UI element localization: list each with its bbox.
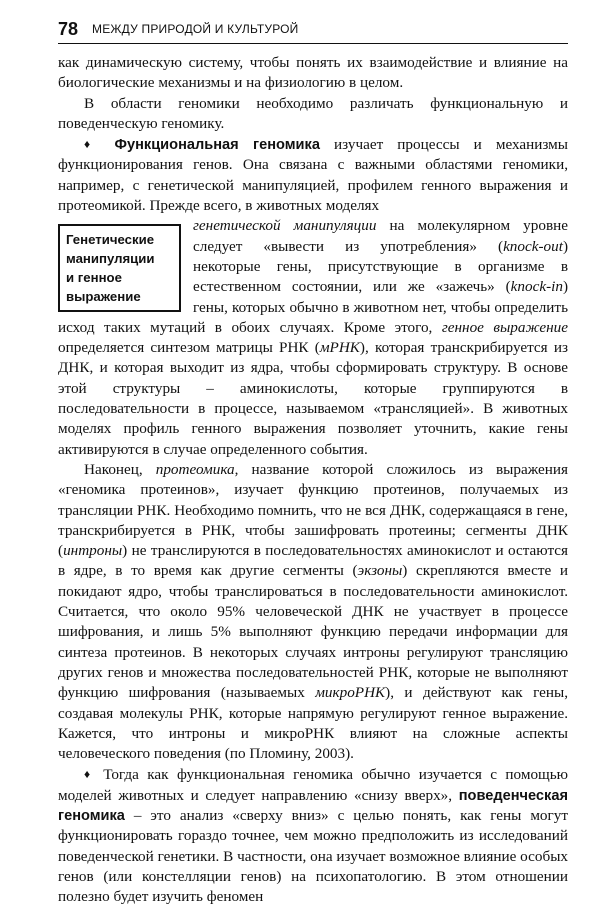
emphasis-microrna: микроРНК (315, 684, 386, 702)
margin-note-line: Генетические (66, 232, 155, 248)
diamond-bullet-icon: ♦ (84, 137, 101, 152)
emphasis-knock-out: knock-out (503, 237, 563, 255)
page-header (58, 18, 568, 48)
running-title: МЕЖДУ ПРИРОДОЙ И КУЛЬТУРОЙ (92, 22, 299, 36)
emphasis-genetic-manipulation: генетической манипуляции (193, 217, 377, 235)
paragraph-continuation: как динамическую систему, чтобы понять их взаимодействие и влияние на биологические механизмы и на физиологию в целом. (58, 54, 568, 92)
emphasis-knock-in: knock-in (510, 278, 563, 296)
diamond-bullet-icon: ♦ (84, 767, 95, 782)
header-rule (58, 43, 568, 44)
emphasis-exons: экзоны (357, 562, 403, 580)
paragraph-proteomics: Наконец, протеомика, название которой сложилось из выражения «геномика протеинов», изучает функцию протеинов, получаемых из трансляции РНК. Необходимо помнить, что не вся ДНК, содержащаяся в гене, транскрибируется в РНК, чтобы зашифровать протеины; сегменты ДНК (интроны) не транслируются в последовательностях аминокислот и остаются в ядре, в то время как другие сегменты (экзоны) скрепляются вместе и покидают ядро, чтобы транслироваться в последовательности аминокислот. Считается, что около 95% человеческой ДНК не участвует в процессе шифрования, и лишь 5% выполняют функцию передачи информации для синтеза протеинов. В некоторых случаях интроны регулируют трансляцию других генов и множества последовательностей РНК, которые не выполняют функцию шифрования (называемых микроРНК), и действуют как гены, создавая молекулы РНК, которые напрямую регулируют генное выражение. Кажется, что интроны и микроРНК влияют на сложные аспекты человеческого поведения (по Пломину, 2003). (58, 460, 568, 763)
emphasis-gene-expression: генное выражение (441, 318, 568, 336)
margin-note-line: и генное (66, 270, 122, 286)
paragraph-behavioral-genomics: ♦ Тогда как функциональная геномика обычно изучается с помощью моделей животных и следует направлению «снизу вверх», поведенческая геномика – это анализ «сверху вниз» с целью понять, как гены могут функционировать гораздо точнее, чем можно предположить из исследований поведенческой генетики. В частности, она изучает возможное влияние особых генов (или констелляции генов) на психопатологию. В этом отношении полезно будет изучить феномен (58, 766, 569, 906)
margin-note-box (58, 224, 181, 312)
paragraph-functional-genomics: ♦ Функциональная геномика изучает процессы и механизмы функционирования генов. Она связана с важными областями геномики, например, с генетической манипуляцией, профилем генного выражения и протеомикой. Прежде всего, в животных моделях (58, 136, 568, 215)
paragraph-genomics-intro: В области геномики необходимо различать функциональную и поведенческую геномику. (58, 94, 568, 132)
margin-note-line: манипуляции (66, 251, 155, 267)
term-behavioral-genomics: поведенческая геномика (58, 787, 568, 824)
page-number: 78 (58, 19, 79, 39)
emphasis-mrna: мРНК (319, 339, 360, 357)
margin-note-line: выражение (66, 289, 141, 305)
emphasis-introns: интроны (63, 542, 123, 560)
emphasis-proteomics: протеомика (155, 460, 235, 478)
body-text: как динамическую систему, чтобы понять их взаимодействие и влияние на биологические механизмы и на физиологию в целом. В области геномики необходимо различать функциональную и поведенческую геномику. ♦ Функциональная геномика изучает процессы и механизмы функционирования генов. Она связана с важными областями геномики, например, с генетической манипуляцией, профилем генного выражения и протеомикой. Прежде всего, в животных моделях Генетические манипуляции и генное выражение генетической манипуляции на молекулярном уровне следует «вывести из употребления» (knock-out) некоторые гены, присутствующие в организме в естественном состоянии, или же «зажечь» (knock-in) гены, которых обычно в животном нет, чтобы определить исход таких мутаций в обоих случаях. Кроме этого, генное выражение определяется синтезом матрицы РНК (мРНК), которая транскрибируется из ДНК, и которая выходит из ядра, чтобы сформировать структуру. В основе этой структуры – аминокислоты, которые группируются в последовательности в процессе, называемом «трансляцией». В животных моделях профиль генного выражения позволяет уточнить, какие гены активируются в случае определенного события. Наконец, протеомика, название которой сложилось из выражения «геномика протеинов», изучает функцию протеинов, получаемых из трансляции РНК. Необходимо помнить, что не вся ДНК, содержащаяся в гене, транскрибируется в РНК, чтобы зашифровать протеины; сегменты ДНК (интроны) не транслируются в последовательностях аминокислот и остаются в ядре, в то время как другие сегменты (экзоны) скрепляются вместе и покидают ядро, чтобы транслироваться в последовательности аминокислот. Считается, что около 95% человеческой ДНК не участвует в процессе шифрования, и лишь 5% выполняют функцию передачи информации для синтеза протеинов. В некоторых случаях интроны регулируют трансляцию других генов и множества последовательностей РНК, которые не выполняют функцию шифрования (называемых микроРНК), и действуют как гены, создавая молекулы РНК, которые напрямую регулируют генное выражение. Кажется, что интроны и микроРНК влияют на сложные аспекты человеческого поведения (по Пломину, 2003). ♦ Тогда как функциональная геномика обычно изучается с помощью моделей животных и следует направлению «снизу вверх», поведенческая геномика – это анализ «сверху вниз» с целью понять, как гены могут функционировать гораздо точнее, чем можно предположить из исследований поведенческой генетики. В частности, она изучает возможное влияние особых генов (или констелляции генов) на психопатологию. В этом отношении полезно будет изучить феномен (58, 53, 568, 907)
term-functional-genomics: Функциональная геномика (114, 137, 320, 154)
